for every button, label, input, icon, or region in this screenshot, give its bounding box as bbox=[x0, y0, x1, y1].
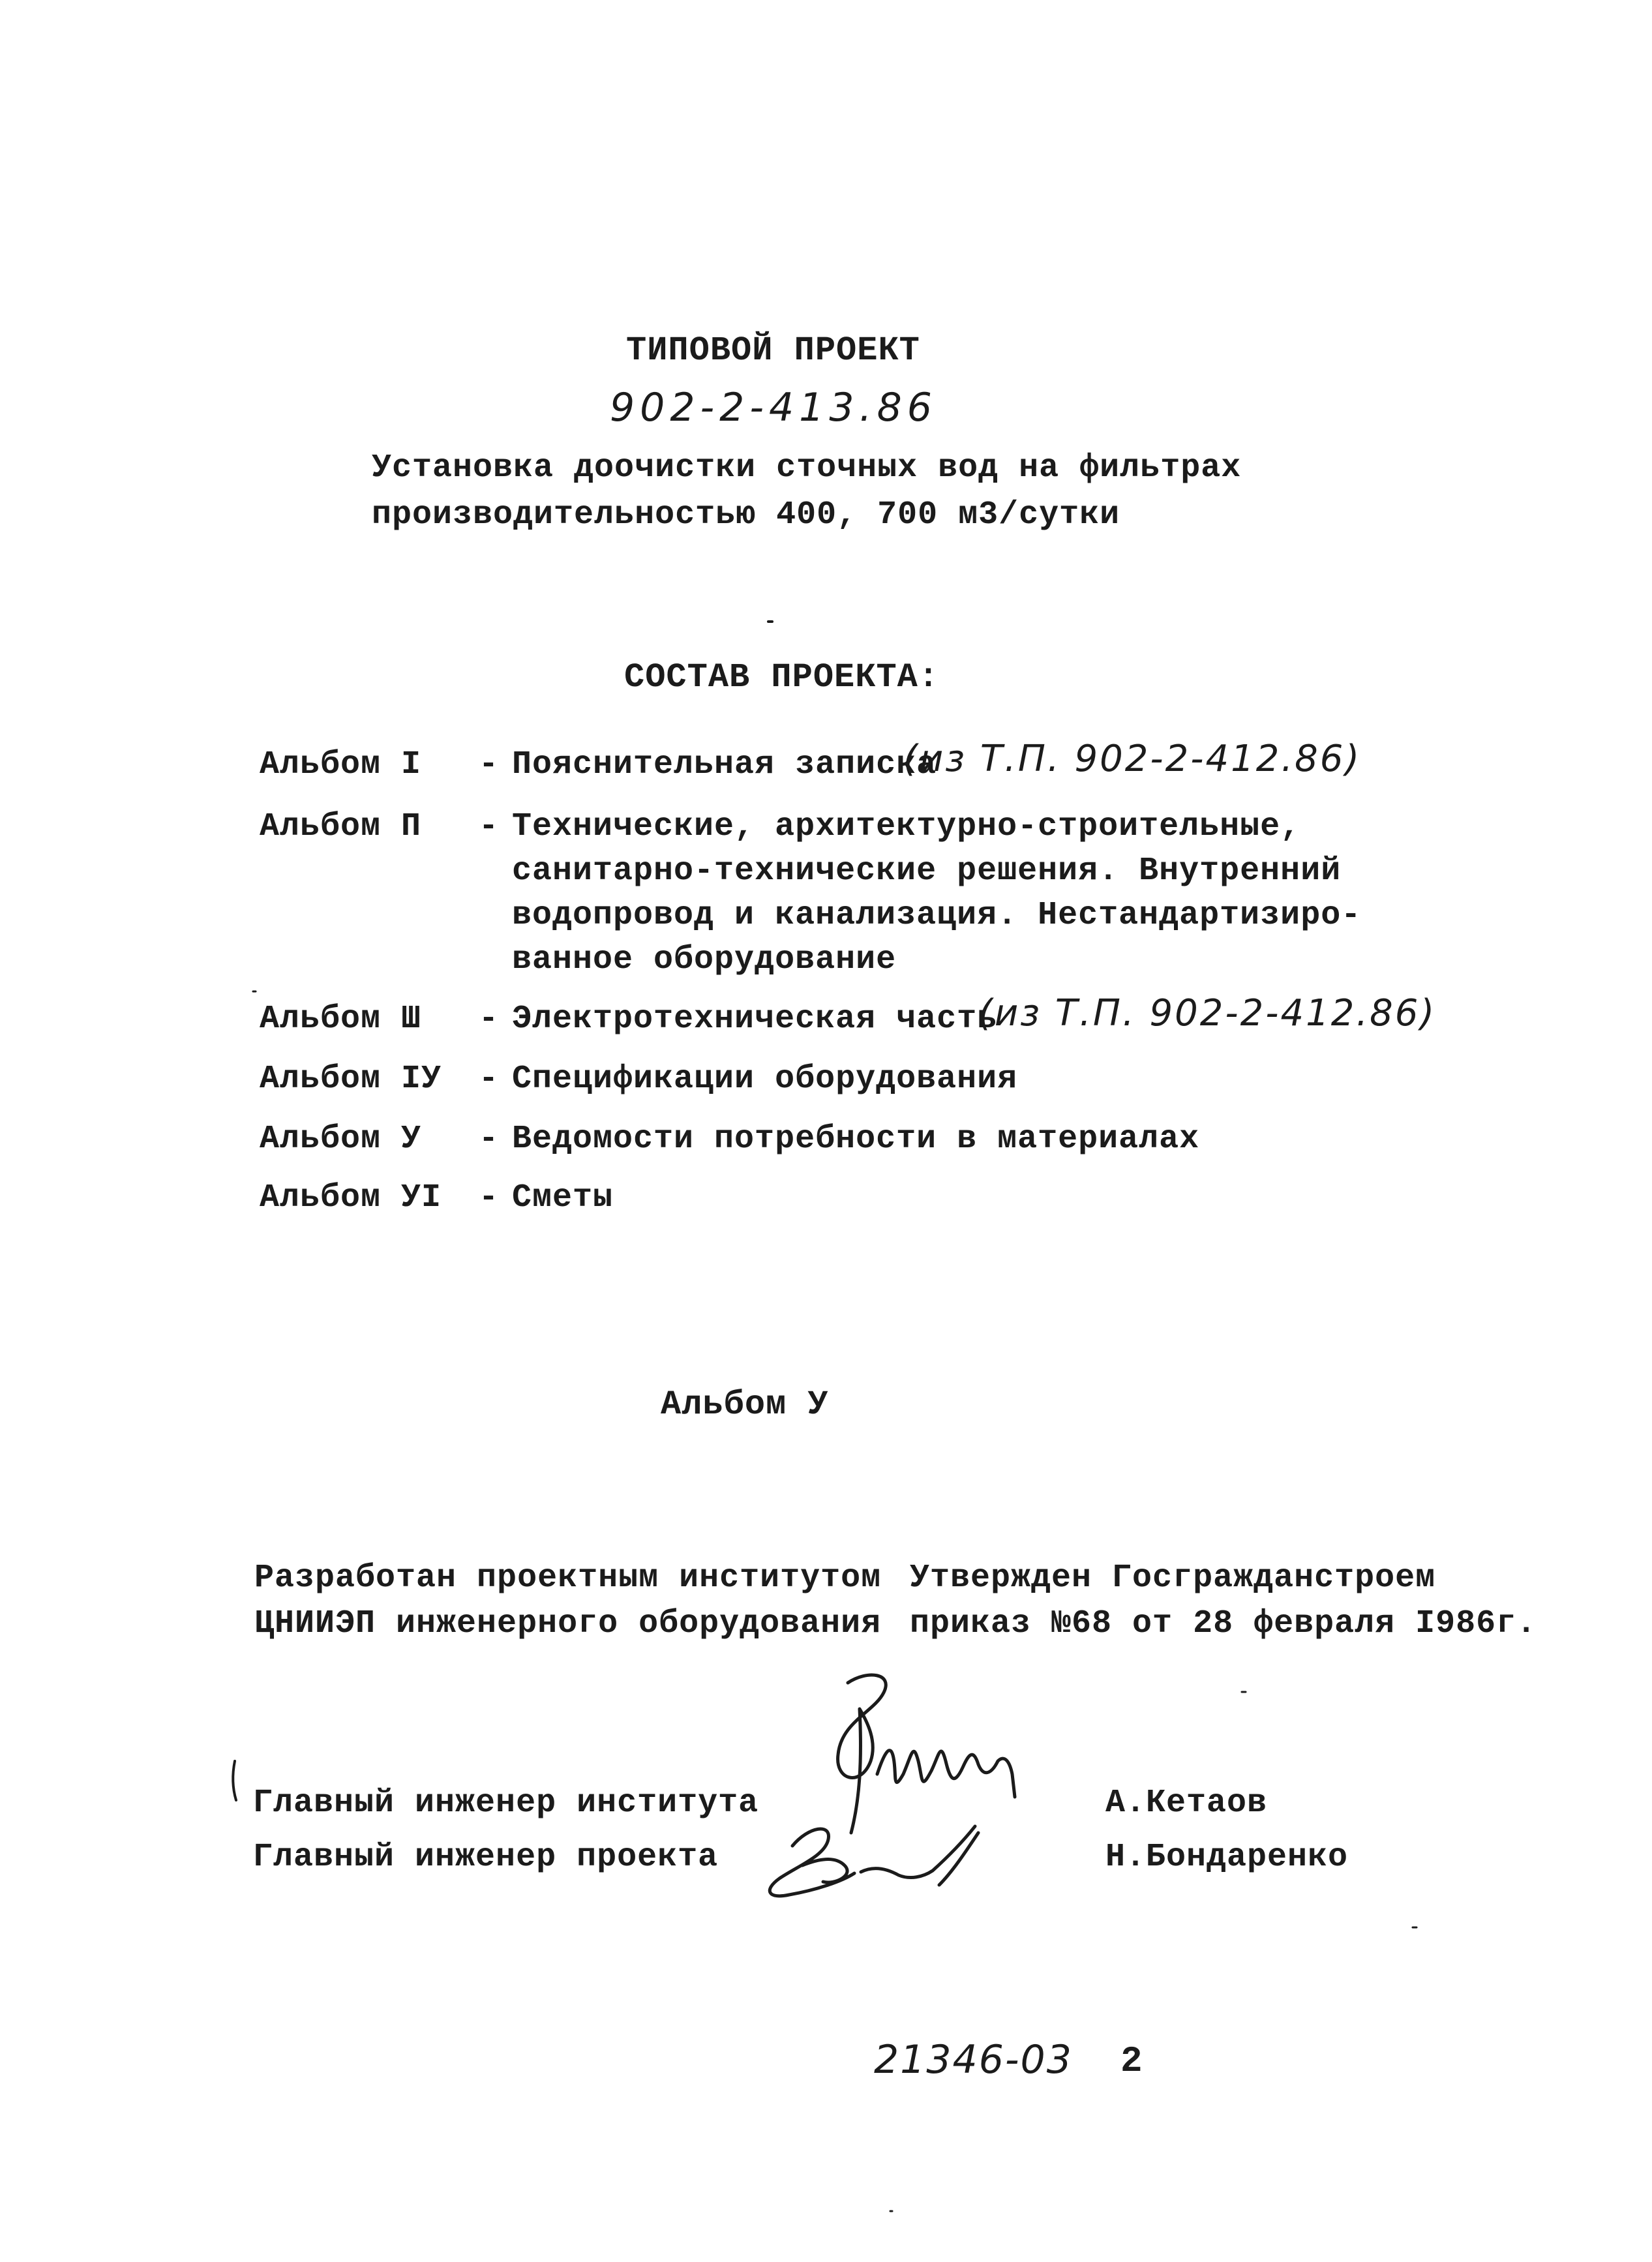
developer-line-2: ЦНИИЭП инженерного оборудования bbox=[254, 1605, 882, 1642]
inventory-number: 21346-03 bbox=[874, 2037, 1073, 2083]
composition-heading: СОСТАВ ПРОЕКТА: bbox=[624, 658, 940, 697]
album-title-line: Электротехническая часть bbox=[512, 1001, 998, 1038]
album-title-line: Пояснительная записка bbox=[512, 746, 937, 783]
album-title-line: Технические, архитектурно-строительные, bbox=[512, 808, 1301, 845]
handwritten-source-note: (из Т.П. 902-2-412.86) bbox=[978, 992, 1437, 1034]
album-dash: - bbox=[479, 1179, 500, 1216]
project-description-line-2: производительностью 400, 700 м3/сутки bbox=[372, 496, 1120, 534]
signatory-name: А.Кетаов bbox=[1105, 1785, 1268, 1822]
album-dash: - bbox=[479, 1001, 500, 1038]
project-code: 902-2-413.86 bbox=[610, 385, 937, 430]
signatory-name: Н.Бондаренко bbox=[1105, 1839, 1349, 1876]
developer-line-1: Разработан проектным институтом bbox=[254, 1560, 882, 1597]
approval-line-1: Утвержден Госгражданстроем bbox=[910, 1560, 1436, 1597]
album-title-line: ванное оборудование bbox=[512, 941, 897, 978]
album-title-line: водопровод и канализация. Нестандартизиро- bbox=[512, 897, 1362, 934]
album-dash: - bbox=[479, 808, 500, 845]
album-dash: - bbox=[479, 1061, 500, 1098]
current-album-heading: Альбом У bbox=[661, 1385, 829, 1424]
album-label: Альбом П bbox=[260, 808, 422, 845]
album-title-line: Спецификации оборудования bbox=[512, 1061, 1018, 1098]
album-label: Альбом IУ bbox=[260, 1061, 442, 1098]
album-label: Альбом Ш bbox=[260, 1001, 422, 1038]
signature-chief-engineer-institute bbox=[838, 1675, 1015, 1833]
album-label: Альбом I bbox=[260, 746, 422, 783]
signatory-role: Главный инженер института bbox=[253, 1785, 759, 1822]
signatory-role: Главный инженер проекта bbox=[253, 1839, 719, 1876]
document-title: ТИПОВОЙ ПРОЕКТ bbox=[626, 331, 920, 370]
album-dash: - bbox=[479, 1121, 500, 1158]
approval-line-2: приказ №68 от 28 февраля I986г. bbox=[910, 1605, 1537, 1642]
album-label: Альбом У bbox=[260, 1121, 422, 1158]
project-description-line-1: Установка доочистки сточных вод на фильтрах bbox=[372, 449, 1242, 487]
page-number: 2 bbox=[1120, 2040, 1143, 2082]
signature-chief-engineer-project bbox=[770, 1826, 978, 1896]
handwritten-source-note: (из Т.П. 902-2-412.86) bbox=[903, 738, 1362, 780]
album-label: Альбом УI bbox=[260, 1179, 442, 1216]
album-title-line: Сметы bbox=[512, 1179, 614, 1216]
album-title-line: санитарно-технические решения. Внутренний bbox=[512, 852, 1342, 890]
album-title-line: Ведомости потребности в материалах bbox=[512, 1121, 1200, 1158]
album-dash: - bbox=[479, 746, 500, 783]
